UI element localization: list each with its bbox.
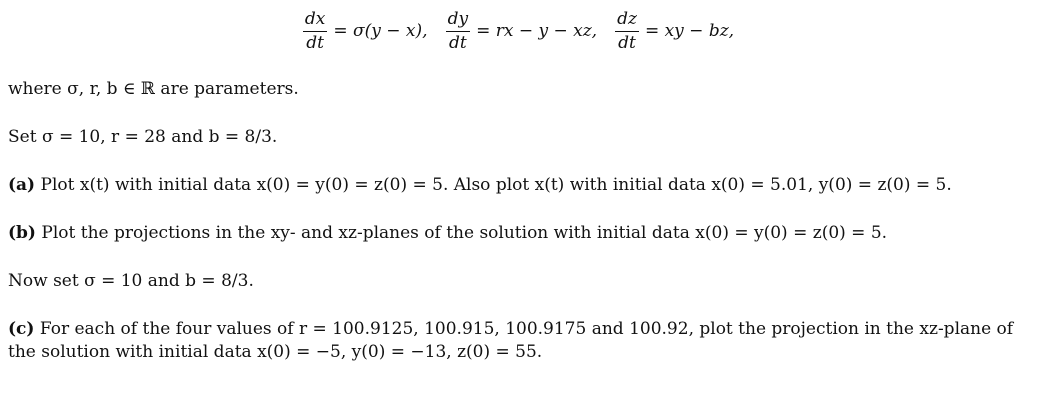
part-c-text: For each of the four values of r = 100.9125, 100.915, 100.9175 and 100.92, plot the projection in the xz-plane of the solution with initial data x(0) = −5, y(0) = −13, z(0) = 55. [8, 319, 1014, 362]
equation-dz [615, 10, 734, 52]
rhs-dy: = rx − y − xz, [476, 20, 598, 41]
denominator-dt: dt [448, 32, 467, 53]
denominator-dt: dt [618, 32, 636, 53]
fraction-bar [615, 31, 639, 32]
parameter-setting-1: Set σ = 10, r = 28 and b = 8/3. [8, 127, 278, 147]
parameters-sentence: where σ, r, b ∈ ℝ are parameters. [8, 79, 299, 99]
part-a-text: Plot x(t) with initial data x(0) = y(0) = z(0) = 5. Also plot x(t) with initial data x(0) = 5.01, y(0) = z(0) = 5. [40, 175, 952, 195]
numerator-dx: dx [304, 9, 326, 29]
part-b-label: (b) [8, 223, 36, 243]
part-c-label: (c) [8, 319, 35, 339]
fraction-bar [446, 31, 471, 32]
numerator-dy: dy [447, 9, 469, 29]
part-c [8, 318, 1028, 364]
fraction-bar [303, 31, 327, 32]
lorenz-equations [0, 10, 1037, 52]
rhs-dz: = xy − bz, [644, 20, 735, 41]
denominator-dt: dt [306, 32, 324, 53]
fraction-dz-dt [615, 10, 639, 52]
equation-dx [303, 10, 428, 52]
parameter-setting-2: Now set σ = 10 and b = 8/3. [8, 271, 254, 291]
fraction-dx-dt [303, 10, 327, 52]
numerator-dz: dz [617, 9, 637, 29]
fraction-dy-dt [446, 10, 471, 52]
rhs-dx: = σ(y − x), [333, 20, 428, 41]
part-a [8, 174, 1028, 197]
part-a-label: (a) [8, 175, 36, 195]
part-b-text: Plot the projections in the xy- and xz-planes of the solution with initial data x(0) = y(0) = z(0) = 5. [41, 223, 888, 243]
part-b [8, 222, 1028, 245]
equation-dy [446, 10, 598, 52]
